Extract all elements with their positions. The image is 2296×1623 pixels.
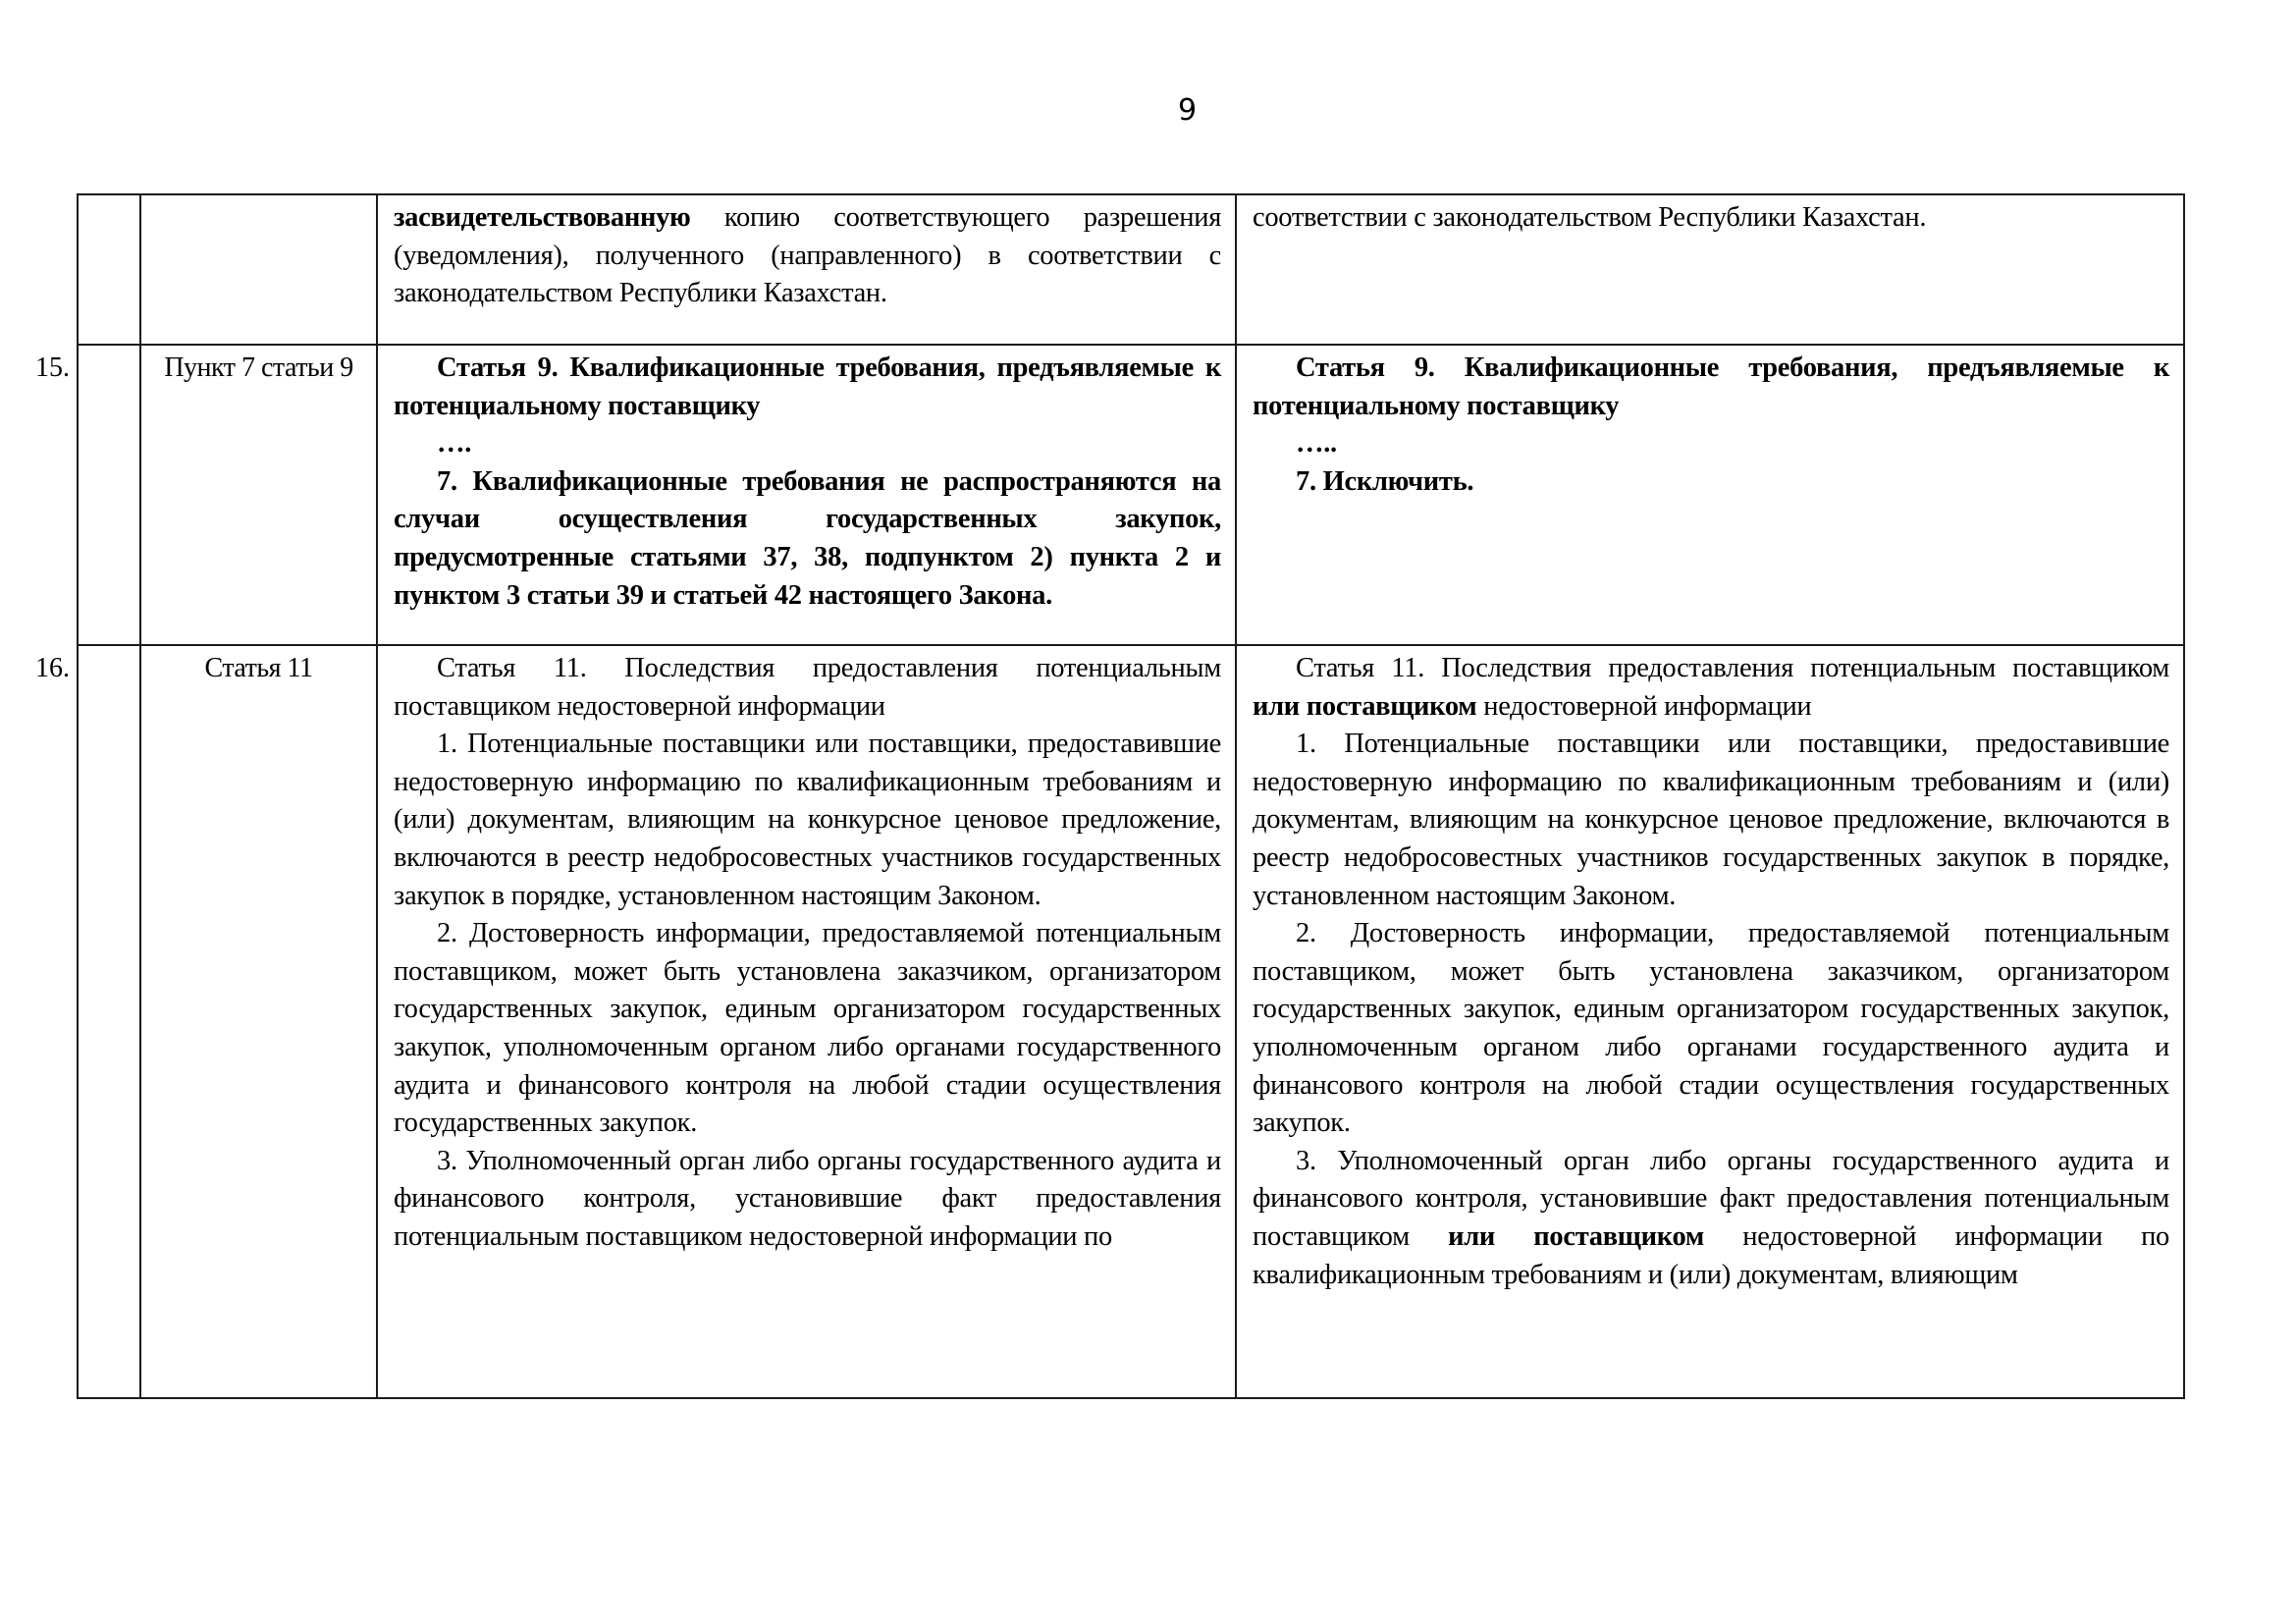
ellipsis: ….. [1296, 428, 1337, 460]
table-row [78, 194, 2184, 345]
paragraph-1: 1. Потенциальные поставщики или поставщики, предоставившие недостоверную информацию по квалификационным требованиям и (или) документам, влияющим на конкурсное ценовое предложение, включаются в реестр недобросовестных участников государственных закупок в порядке, установленном настоящим Законом. [394, 729, 1221, 911]
proposed-text: соответствии с законодательством Республики Казахстан. [1253, 202, 1927, 233]
reference-cell [140, 345, 377, 645]
title-inserted-bold: или поставщиком [1253, 690, 1477, 722]
row-number: 16. [35, 653, 70, 683]
ellipsis: …. [437, 428, 472, 460]
proposed-text-cell [1236, 645, 2184, 1398]
paragraph-3: 3. Уполномоченный орган либо органы государственного аудита и финансового контроля, установившие факт предоставления потенциальным поставщиком недостоверной информации по [394, 1145, 1221, 1252]
current-text-bold: засвидетельствованную [394, 202, 691, 233]
proposed-text-cell [1236, 194, 2184, 345]
paragraph-part: 3. Уполномоченный орган либо органы государственного аудита и финансового контроля, установившие факт предоставления потенциальным поставщиком [1253, 1145, 2169, 1252]
table-row [78, 645, 2184, 1398]
comparison-table [35, 193, 2185, 1399]
title-part: Статья 11. Последствия предоставления потенциальным поставщиком [1296, 653, 2169, 683]
paragraph-2: 2. Достоверность информации, предоставляемой потенциальным поставщиком, может быть установлена заказчиком, организатором государственных закупок, единым организатором государственных закупок, уполномоченным органом либо органами государственного аудита и финансового контроля на любой стадии осуществления государственных закупок. [394, 918, 1221, 1139]
paragraph-inserted-bold: или поставщиком [1448, 1220, 1704, 1252]
paragraph-3 [1253, 1143, 2169, 1294]
row-number-cell [35, 345, 140, 645]
page-number: 9 [1178, 93, 1198, 128]
current-text-cell [377, 645, 1236, 1398]
current-text-cell [377, 194, 1236, 345]
article-title: Статья 9. Квалификационные требования, предъявляемые к потенциальному поставщику [1253, 352, 2169, 421]
reference-cell [140, 645, 377, 1398]
reference-text: Пункт 7 статьи 9 [164, 352, 353, 383]
proposed-text-cell [1236, 345, 2184, 645]
current-text: копию соответствующего разрешения (уведомления), полученного (направленного) в соответствии с законодательством Республики Казахстан. [394, 202, 1221, 309]
row-number-cell [35, 645, 140, 1398]
table-row [78, 345, 2184, 645]
current-text-cell [377, 345, 1236, 645]
article-title: Статья 11. Последствия предоставления потенциальным поставщиком недостоверной информации [394, 653, 1221, 722]
reference-text [141, 195, 376, 203]
reference-text: Статья 11 [204, 653, 313, 683]
row-number: 15. [35, 352, 70, 383]
title-part: недостоверной информации [1476, 690, 1812, 722]
article-title: Статья 9. Квалификационные требования, предъявляемые к потенциальному поставщику [394, 352, 1221, 421]
reference-cell [140, 194, 377, 345]
paragraph-2: 2. Достоверность информации, предоставляемой потенциальным поставщиком, может быть установлена заказчиком, организатором государственных закупок, единым организатором государственных закупок, уполномоченным органом либо органами государственного аудита и финансового контроля на любой стадии осуществления государственных закупок. [1253, 918, 2169, 1139]
paragraph-7: 7. Исключить. [1296, 465, 1474, 497]
paragraph-1: 1. Потенциальные поставщики или поставщики, предоставившие недостоверную информацию по квалификационным требованиям и (или) документам, влияющим на конкурсное ценовое предложение, включаются в реестр недобросовестных участников государственных закупок в порядке, установленном настоящим Законом. [1253, 729, 2169, 911]
paragraph-7: 7. Квалификационные требования не распространяются на случаи осуществления государственных закупок, предусмотренные статьями 37, 38, подпунктом 2) пункта 2 и пунктом 3 статьи 39 и статьей 42 настоящего Закона. [394, 465, 1221, 611]
paragraph-part: недостоверной информации по квалификационным требованиям и (или) документам, влияющим [1253, 1220, 2169, 1290]
article-title [1253, 650, 2169, 726]
row-number-cell [78, 194, 140, 345]
